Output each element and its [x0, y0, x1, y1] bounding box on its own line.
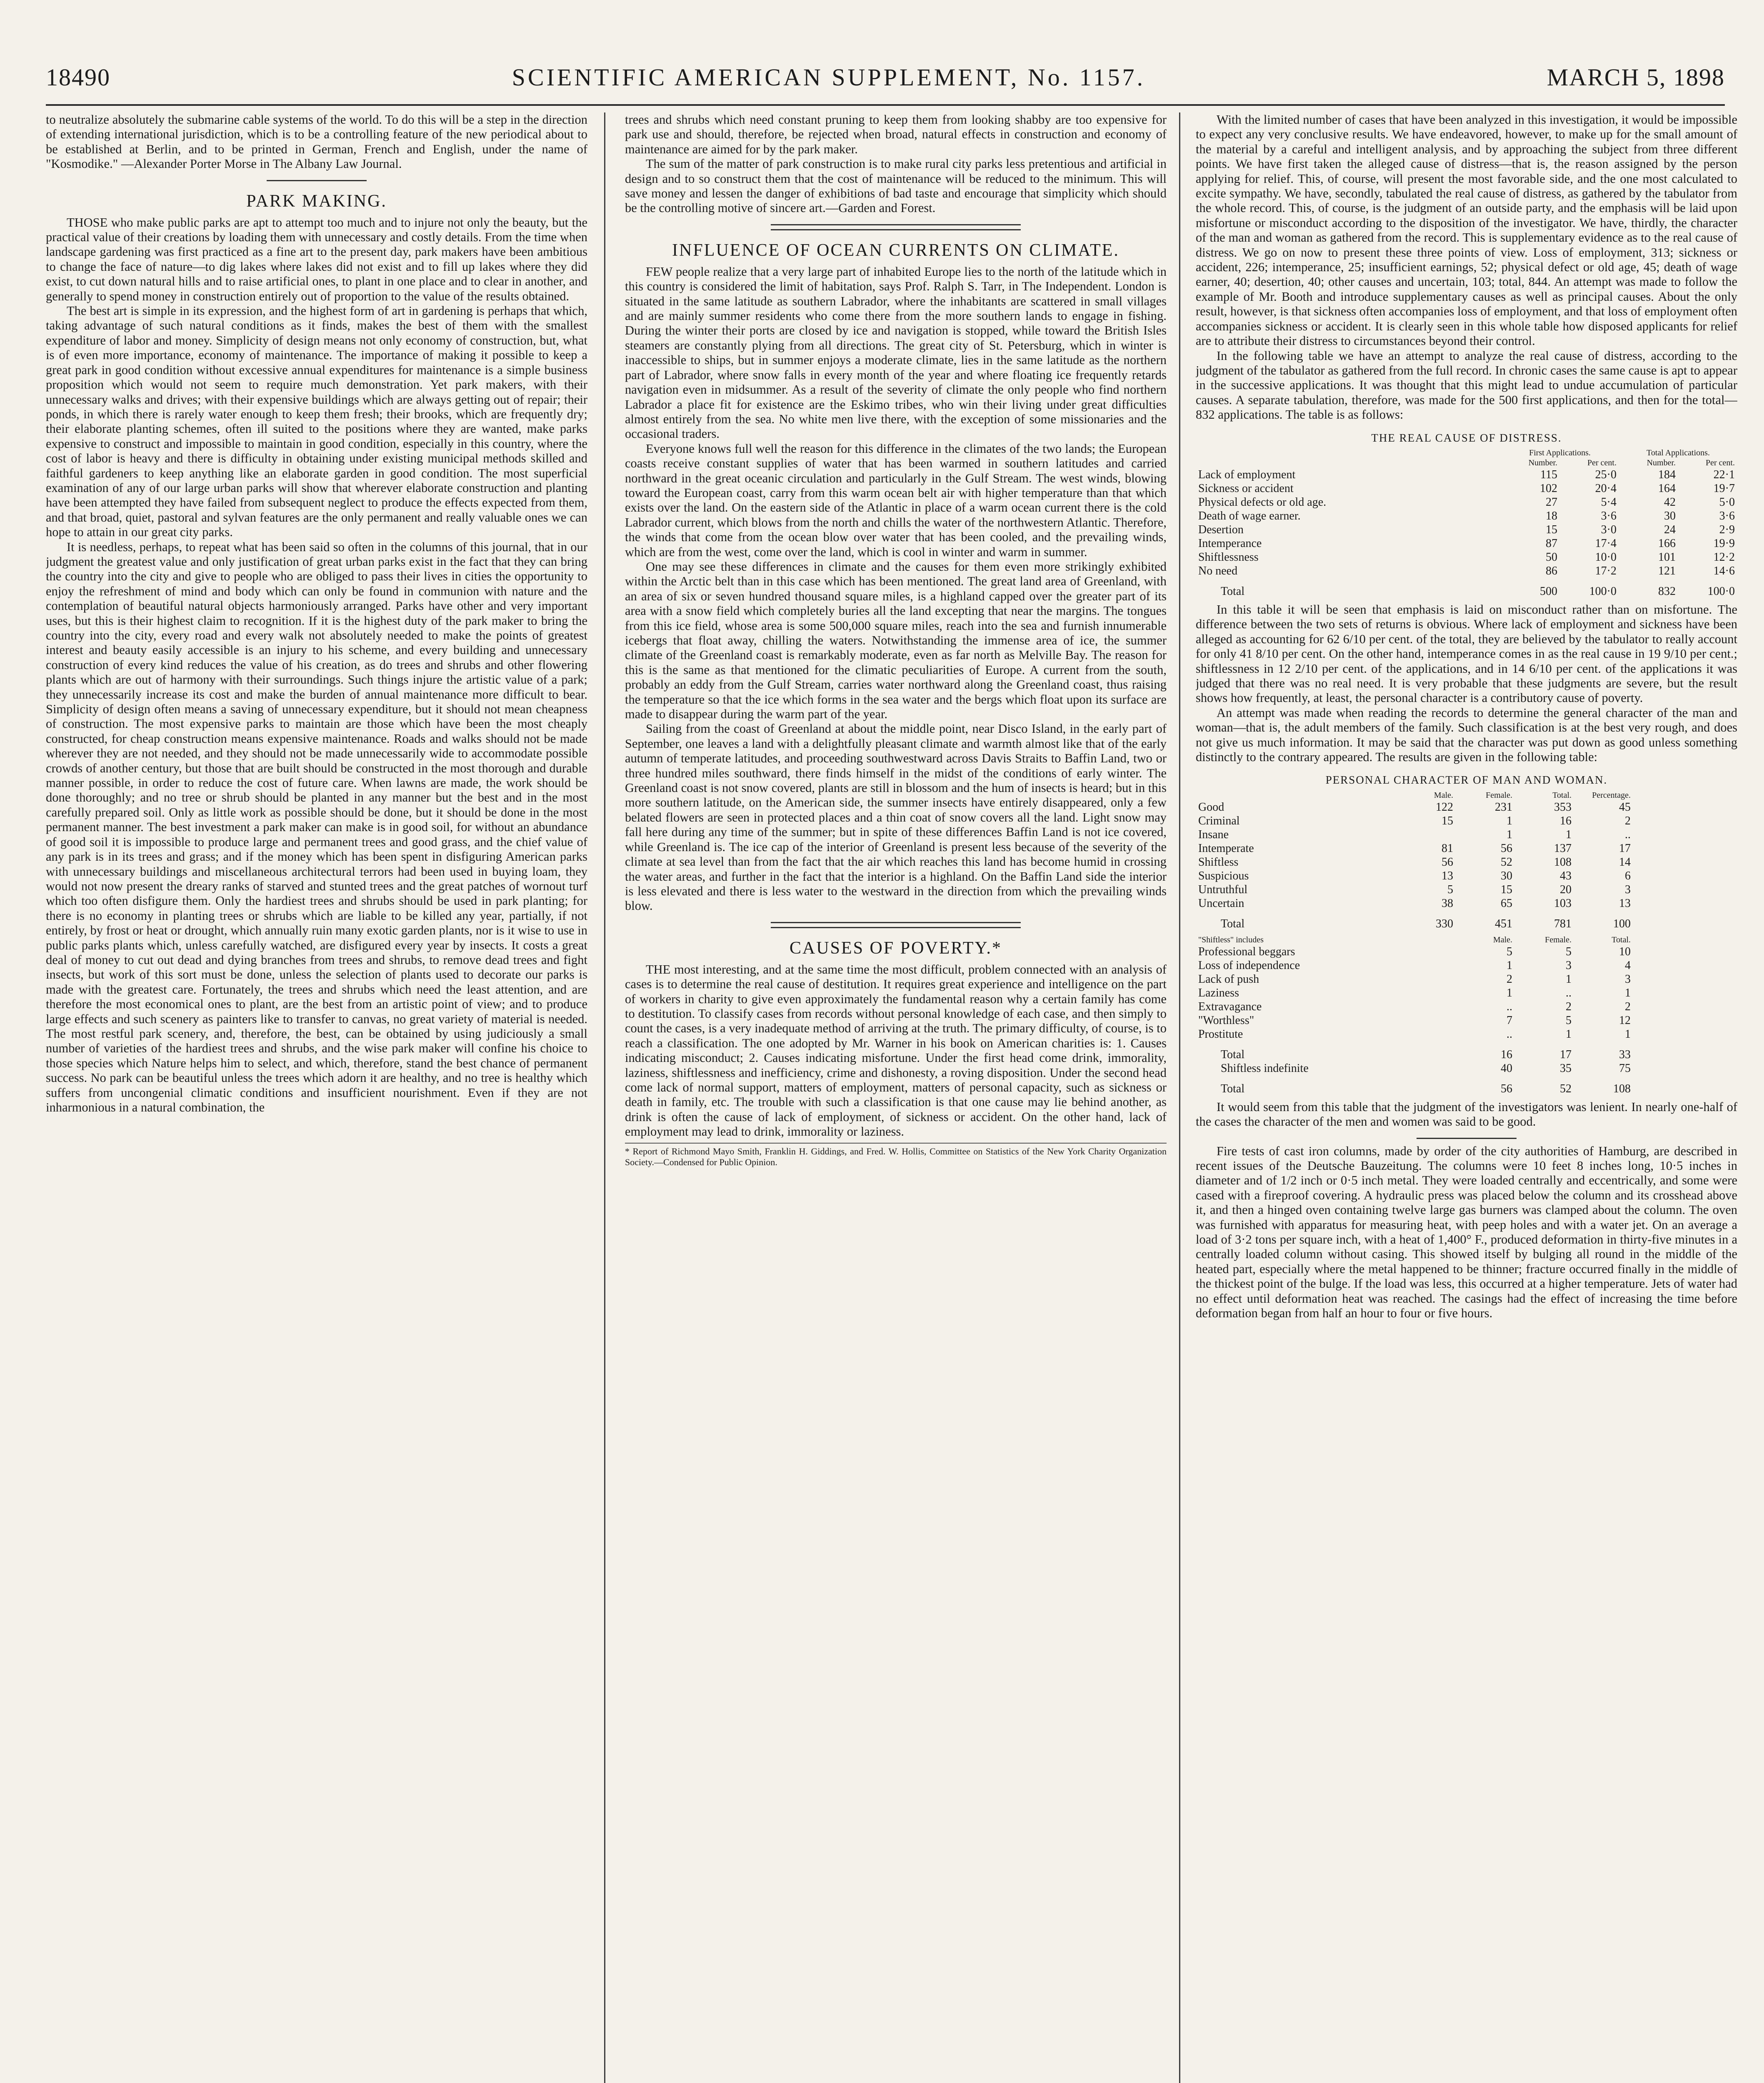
- table-row: Sickness or accident 102 20·4 164 19·7: [1198, 482, 1735, 495]
- table-column-header: Total Applications.: [1647, 448, 1710, 457]
- table-title: THE REAL CAUSE OF DISTRESS.: [1371, 431, 1562, 444]
- paragraph: The best art is simple in its expression, and the highest form of art in gardening is perhaps that which, taking advantage of such natural conditions as it finds, makes the best of them with the smallest expenditure of labor and money. Simplicity of design means not only economy of construction, but, what is of even more importance, economy of maintenance. The importance of making it possible to keep a great park in good condition without excessive annual expenditures for maintenance is a simple business proposition which would not seem to require much demonstration. Yet park makers, with their unnecessary walks and drives; with their expensive buildings which are always getting out of repair; their ponds, in which there is rarely water enough to keep them fresh; their brooks, which are frequently dry; their elaborate planting schemes, often ill suited to the positions where they are wanted, make parks expensive to construct and impossible to maintain in good condition, especially in this country, where the cost of labor is heavy and there is difficulty in obtaining under existing municipal methods skilled and faithful gardeners to keep anything like an elaborate garden in good condition. The most superficial examination of any of our large urban parks will show that wherever elaborate construction and planting have been attempted they have failed from subsequent neglect to produce the effects expected from them, and that broad, quiet, pastoral and sylvan features are the only permanent and really valuable ones we can hope to attain in our great city parks.: [46, 304, 587, 539]
- table-column-header: "Shiftless" includes: [1198, 935, 1264, 944]
- table-row: "Worthless" 7 5 12: [1198, 1014, 1631, 1027]
- table-row: Uncertain 38 65 103 13: [1198, 897, 1631, 910]
- table-column-header: Male.: [1434, 790, 1453, 800]
- paragraph: FEW people realize that a very large part of inhabited Europe lies to the north of the latitude which in this country is considered the limit of habitation, says Prof. Ralph S. Tarr, in The Independent. London is situated in the same latitude as southern Labrador, where the inhabitants are scattered in small villages and are mainly summer residents who come there from the more southern lands to engage in fishing. During the winter their ports are closed by ice and navigation is stopped, while toward the British Isles steamers are constantly plying from all directions. The great city of St. Petersburg, which in winter is inaccessible to ships, but in summer enjoys a moderate climate, lies in the same latitude as the northern part of Labrador, where snow falls in every month of the year and where floating ice frequently retards navigation even in midsummer. As a result of the severity of climate the only people who find northern Labrador a place fit for existence are the Eskimo tribes, who win their living under great difficulties almost entirely from the sea. No white men live there, with the exception of some missionaries and the occasional traders.: [625, 264, 1167, 441]
- table-row: Lack of push 2 1 3: [1198, 972, 1631, 986]
- table-row: Laziness 1 .. 1: [1198, 986, 1631, 999]
- separator-rule: [771, 922, 1021, 928]
- table-total-row: Total 500 100·0 832 100·0: [1221, 584, 1735, 598]
- separator-rule: [267, 180, 367, 181]
- table-column-header: Male.: [1493, 935, 1512, 944]
- table-row: Professional beggars 5 5 10: [1198, 945, 1631, 958]
- real-cause-table: [1196, 448, 1737, 598]
- table-row: Prostitute .. 1 1: [1198, 1027, 1631, 1041]
- table-column-header: Total.: [1552, 790, 1572, 800]
- article-heading-park-making: PARK MAKING.: [246, 191, 387, 211]
- table-total-row: Total 16 17 33: [1221, 1048, 1631, 1061]
- table-column-header: Number.: [1528, 458, 1557, 467]
- column-divider: [1179, 112, 1180, 2083]
- table-row: Loss of independence 1 3 4: [1198, 959, 1631, 972]
- footnote: * Report of Richmond Mayo Smith, Franklin H. Giddings, and Fred. W. Hollis, Committee on Statistics of the New York Charity Organization Society.—Condensed for Public Opinion.: [625, 1143, 1167, 1168]
- page-header: [46, 54, 1725, 100]
- table-column-header: Per cent.: [1706, 458, 1735, 467]
- table-column-header: Total.: [1612, 935, 1631, 944]
- table-column-header: Female.: [1545, 935, 1572, 944]
- table-row: Shiftless 56 52 108 14: [1198, 855, 1631, 869]
- paragraph: One may see these differences in climate and the causes for them even more strikingly exhibited within the Arctic belt than in this case which has been mentioned. The great land area of Greenland, with an area of six or seven hundred thousand square miles, is a highland capped over the greater part of its area with a snow field which completely buries all the land excepting that near the margins. The tongues from this ice field, whose area is some 500,000 square miles, reach into the sea and furnish innumerable icebergs that float away, chilling the waters. Notwithstanding the immense area of ice, the summer climate of the Greenland coast is remarkably moderate, even as far north as Melville Bay. The reason for this is the same as that mentioned for the climatic peculiarities of Europe. A current from the south, probably an eddy from the Gulf Stream, carries water northward along the Greenland coast, thus raising the temperature so that the ice which forms in the sea water and the bergs which float upon its surface are made to disappear during the warm part of the year.: [625, 559, 1167, 722]
- paragraph: It is needless, perhaps, to repeat what has been said so often in the columns of this journal, that in our judgment the greatest value and only justification of great urban parks exist in the fact that they can bring the country into the city and give to people who are obliged to pass their lives in cities the opportunity to enjoy the refreshment of mind and body which can only be found in communion with nature and the contemplation of beautiful natural objects harmoniously arranged. Parks have other and very important uses, but this is their highest claim to recognition. If it is the highest duty of the park maker to bring the country into the city, every road and every walk not absolutely needed to make the points of greatest interest and beauty easily accessible is an injury to his scheme, and every building and unnecessary construction of every kind reduces the value of his creation, as do trees and shrubs and other flowering plants which are out of harmony with their surroundings. Such things injure the artistic value of a park; they unnecessarily increase its cost and make the burden of annual maintenance more difficult to bear. Simplicity of design often means a saving of unnecessary expenditure, but it should not mean cheapness of construction. The most expensive parks to maintain are those which have been the most cheaply constructed, for cheap construction means expensive maintenance. Roads and walks should not be made wherever they are not needed, and they should not be made unnecessarily wide to accommodate possible crowds of another century, but those that are built should be constructed in the most thorough and durable manner possible, in order to reduce the cost of future care. When lawns are made, the work should be done thoroughly; and no tree or shrub should be planted in any manner but the best and in the most carefully prepared soil. Only as little work as possible should be done, but it should be done in the most permanent manner. The best investment a park maker can make is in good soil, for without an abundance of good soil it is impossible to produce large and permanent trees and good grass, and the chief value of any park is in its trees and grass; and if the money which has been spent in disfiguring American parks with unnecessary buildings and miscellaneous architectural terrors had been used in buying loam, they would not now present the dreary ranks of starved and stunted trees and the great patches of wornout turf which too often disfigure them. Only the hardiest trees and shrubs should be used in park planting; for there is no economy in planting trees or shrubs which are liable to be killed any year, partially, if not entirely, by frost or heat or drought, which annually ruin many exotic garden plants, nor is it wise to use in public parks plants which, unless carefully watched, are disfigured every year by insects. It costs a great deal of money to cut out dead and dying branches from trees and shrubs, to remove dead trees and fight insects, but work of this sort must be done, unless the selection of plants used to decorate our parks is made with the greatest care. Fortunately, the trees and shrubs which need the least attention, and are therefore the most economical ones to plant, are the best from an artistic point of view; and to produce large effects and such scenery as painters like to transfer to canvas, no great variety of material is needed. The most restful park scenery, and, therefore, the best, can be obtained by using judiciously a small number of varieties of the hardiest trees and shrubs, and the wise park maker will confine his choice to those species which Nature helps him to select, and which, therefore, stand the best chance of permanent success. No park can be beautiful unless the trees which adorn it are healthy, and no tree is healthy which suffers from uncongenial climatic conditions and insufficient nourishment. Even if they are not inharmonious in a natural combination, the: [46, 539, 587, 1114]
- article-heading-ocean-currents: INFLUENCE OF OCEAN CURRENTS ON CLIMATE.: [672, 240, 1119, 260]
- issue-date: MARCH 5, 1898: [1547, 63, 1725, 91]
- paragraph: to neutralize absolutely the submarine cable systems of the world. To do this will be a step in the direction of extending international jurisdiction, which is to be a controlling feature of the new periodical about to be established at Berlin, and to be printed in German, French and English, under the name of "Kosmodike." —Alexander Porter Morse in The Albany Law Journal.: [46, 112, 587, 171]
- table-row: Death of wage earner. 18 3·6 30 3·6: [1198, 509, 1735, 522]
- article-heading-causes-of-poverty: CAUSES OF POVERTY.*: [790, 938, 1002, 958]
- table-row: Shiftlessness 50 10·0 101 12·2: [1198, 550, 1735, 564]
- table-row: Shiftless indefinite 40 35 75: [1221, 1061, 1631, 1075]
- personal-character-table: [1196, 790, 1633, 931]
- publication-title: SCIENTIFIC AMERICAN SUPPLEMENT, No. 1157.: [512, 63, 1146, 91]
- table-title: PERSONAL CHARACTER OF MAN AND WOMAN.: [1325, 774, 1608, 787]
- table-row: Intemperance 87 17·4 166 19·9: [1198, 537, 1735, 550]
- paragraph: In the following table we have an attempt to analyze the real cause of distress, according to the judgment of the tabulator as gathered from the full record. In chronic cases the same cause is apt to appear in the successive applications. It was thought that this might lead to undue accumulation of particular causes. A separate tabulation, therefore, was made for the 500 first applications, and then for the total—832 applications. The table is as follows:: [1196, 348, 1737, 422]
- table-row: Lack of employment 115 25·0 184 22·1: [1198, 468, 1735, 481]
- table-row: Criminal 15 1 16 2: [1198, 814, 1631, 827]
- table-row: Intemperate 81 56 137 17: [1198, 842, 1631, 855]
- table-row: No need 86 17·2 121 14·6: [1198, 564, 1735, 577]
- table-total-row: Total 56 52 108: [1221, 1082, 1631, 1095]
- table-column-header: Number.: [1647, 458, 1676, 467]
- separator-rule: [1417, 1138, 1517, 1139]
- paragraph: THE most interesting, and at the same time the most difficult, problem connected with an analysis of cases is to determine the real cause of destitution. It requires great experience and intelligence on the part of workers in charity to give even approximately the fundamental reason why a certain family has come to destitution. To classify cases from records without personal knowledge of each case, and then simply to count the cases, is a very inadequate method of arriving at the truth. The primary difficulty, of course, is to reach a classification. The one adopted by Mr. Warner in his book on American charities is: 1. Causes indicating misconduct; 2. Causes indicating misfortune. Under the first head come drink, immorality, laziness, shiftlessness and inefficiency, crime and dishonesty, a roving disposition. Under the second head come lack of normal support, matters of employment, matters of personal capacity, such as sickness or death in family, etc. The trouble with such a classification is that one cause may lie behind another, as drink is often the cause of lack of employment, of sickness or accident. On the other hand, lack of employment may lead to drink, immorality or laziness.: [625, 962, 1167, 1139]
- table-column-header: First Applications.: [1529, 448, 1591, 457]
- table-row: Insane 1 1 ..: [1198, 828, 1631, 841]
- column-1: [46, 112, 587, 2083]
- table-column-header: Female.: [1486, 790, 1512, 800]
- paragraph: It would seem from this table that the judgment of the investigators was lenient. In nearly one-half of the cases the character of the men and women was said to be good.: [1196, 1099, 1737, 1129]
- column-2: [625, 112, 1167, 2083]
- column-3: [1196, 112, 1737, 2083]
- paragraph: Sailing from the coast of Greenland at about the middle point, near Disco Island, in the early part of September, one leaves a land with a delightfully pleasant climate and warmth almost like that of the early autumn of temperate latitudes, and proceeding southwestward across Davis Straits to Baffin Land, two or three hundred miles southward, there finds himself in the midst of the conditions of early winter. The Greenland coast is not snow covered, plants are still in blossom and the hum of insects is heard; but in this more southern latitude, on the American side, the summer insects have entirely disappeared, only a few belated flowers are seen in protected places and a thin coat of snow covers all the land. Light snow may fall here during any time of the summer; but in spite of these differences Baffin Land is not ice covered, while Greenland is. The ice cap of the interior of Greenland is present less because of the severity of the climate at sea level than from the fact that the air which reaches this land has become humid in crossing the water areas, and further in the fact that the interior is a highland. On the Baffin Land side the interior is less elevated and there is less water to the westward in the direction from which the prevailing winds blow.: [625, 722, 1167, 913]
- table-column-header: Percentage.: [1592, 790, 1631, 800]
- separator-rule: [771, 224, 1021, 230]
- paragraph: Fire tests of cast iron columns, made by order of the city authorities of Hamburg, are described in recent issues of the Deutsche Bauzeitung. The columns were 10 feet 8 inches long, 10·5 inches in diameter and of 1/2 inch or 0·5 inch metal. They were loaded centrally and eccentrically, and some were cased with a fireproof covering. A hydraulic press was placed below the column and its crosshead above it, and then a hinged oven containing twelve large gas burners was clamped about the column. The oven was furnished with apparatus for measuring heat, with peep holes and with a water jet. On an average a load of 3·2 tons per square inch, with a heat of 1,400° F., produced deformation in thirty-five minutes in a centrally loaded column without casing. This showed itself by bulging all round in the middle of the heated part, especially where the metal happened to be thinner; fracture occurred finally in the middle of the thickest point of the bulge. If the load was less, this occurred at a higher temperature. Jets of water had no effect until deformation heat was reached. The casings had the effect of increasing the time before deformation began from half an hour to four or five hours.: [1196, 1144, 1737, 1321]
- shiftless-breakdown-table: [1196, 935, 1633, 1096]
- paragraph: THOSE who make public parks are apt to attempt too much and to injure not only the beauty, but the practical value of their creations by loading them with unnecessary and costly details. From the time when landscape gardening was first practiced as a fine art to the present day, park makers have been ambitious to change the face of nature—to dig lakes where lakes did not exist and to fill up lakes where they did exist, to cut down natural hills and to raise artificial ones, to plant in one place and to clear in another, and generally to spend money in construction entirely out of proportion to the value of the results obtained.: [46, 215, 587, 303]
- table-row: Physical defects or old age. 27 5·4 42 5·0: [1198, 495, 1735, 509]
- paragraph: In this table it will be seen that emphasis is laid on misconduct rather than on misfortune. The difference between the two sets of returns is obvious. Where lack of employment and sickness have been alleged as accounting for 62 6/10 per cent. of the total, they are believed by the tabulator to really account for only 41 8/10 per cent. On the other hand, intemperance comes in as the real cause in 19 9/10 per cent.; shiftlessness in 12 2/10 per cent. of the applications, and in 14 6/10 per cent. of the applications it was judged that there was no real need. It is very probable that these judgments are severe, but the result shows how frequently, at least, the personal character is a contributory cause of poverty.: [1196, 602, 1737, 705]
- table-row: Suspicious 13 30 43 6: [1198, 869, 1631, 882]
- paragraph: The sum of the matter of park construction is to make rural city parks less pretentious and artificial in design and to so construct them that the cost of maintenance will be reduced to the minimum. This will save money and lessen the danger of exhibitions of bad taste and encourage that simplicity which should be the controlling motive of sincere art.—Garden and Forest.: [625, 157, 1167, 215]
- table-row: Desertion 15 3·0 24 2·9: [1198, 523, 1735, 536]
- table-total-row: Total 330 451 781 100: [1221, 917, 1631, 930]
- column-divider: [604, 112, 605, 2083]
- page-number: 18490: [46, 63, 110, 91]
- table-row: Extravagance .. 2 2: [1198, 1000, 1631, 1013]
- header-rule: [46, 104, 1725, 106]
- table-row: Untruthful 5 15 20 3: [1198, 883, 1631, 896]
- table-row: Good 122 231 353 45: [1198, 800, 1631, 814]
- paragraph: trees and shrubs which need constant pruning to keep them from looking shabby are too expensive for park use and should, therefore, be rejected when broad, natural effects in construction and economy of maintenance are aimed for by the park maker.: [625, 112, 1167, 156]
- paragraph: An attempt was made when reading the records to determine the general character of the man and woman—that is, the adult members of the family. Such classification is at the best very rough, and does not give us much information. It may be said that the character was put down as good unless something distinctly to the contrary appeared. The results are given in the following table:: [1196, 705, 1737, 764]
- table-column-header: Per cent.: [1587, 458, 1617, 467]
- paragraph: Everyone knows full well the reason for this difference in the climates of the two lands; the European coasts receive constant supplies of water that has been warmed in southern latitudes and carried northward in the great oceanic circulation and particularly in the Gulf Stream. The west winds, blowing toward the European coast, carry from this warm ocean belt air with higher temperature than that which exists over the land. On the eastern side of the Atlantic in place of a warm ocean current there is the cold Labrador current, which blows from the north and chills the water of the northwestern Atlantic. Therefore, the winds that come from the ocean blow over water that has been cooled, and the prevailing winds, which are from the west, come over the land, which is cool in winter and warm in summer.: [625, 441, 1167, 559]
- paragraph: With the limited number of cases that have been analyzed in this investigation, it would be impossible to expect any very conclusive results. We have endeavored, however, to make up for the small amount of the material by a careful and intelligent analysis, and by approaching the subject from three different points. We have first taken the alleged cause of distress—that is, the reason assigned by the person applying for relief. This, of course, will present the most favorable side, and the one most calculated to excite sympathy. We have, secondly, tabulated the real cause of distress, as gathered by the tabulator from the whole record. This, of course, is the judgment of an outside party, and the emphasis will be laid upon misfortune or misconduct according to the disposition of the investigator. We have, thirdly, the character of the man and woman as gathered from the record. This is supplementary evidence as to the real cause of distress. We go on now to present these three points of view. Loss of employment, 313; sickness or accident, 226; intemperance, 25; insufficient earnings, 52; physical defect or old age, 45; death of wage earner, 40; desertion, 40; other causes and uncertain, 103; total, 844. An attempt was made to follow the example of Mr. Booth and introduce supplementary causes as well as principal causes. About the only result, however, is that sickness often accompanies loss of employment, and that loss of employment often accompanies sickness or accident. It is clearly seen in this whole table how disposed applicants for relief are to attribute their distress to circumstances beyond their control.: [1196, 112, 1737, 348]
